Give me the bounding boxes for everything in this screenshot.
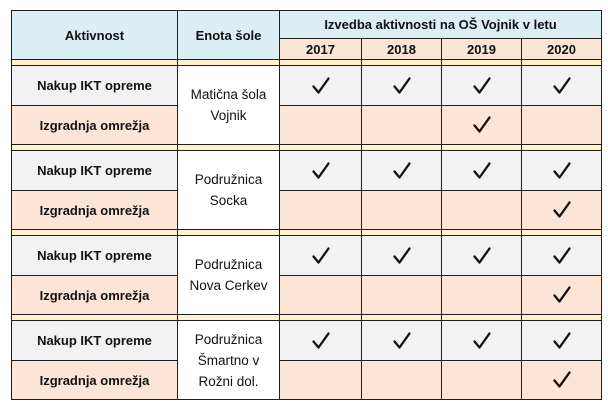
year-cell-2018 [362,321,442,361]
school-unit-line: Podružnica [194,331,263,347]
school-unit-line: Šmartno v [197,352,260,368]
year-cell-2017 [280,191,362,230]
year-cell-2019 [442,66,522,106]
school-unit-line: Nova Cerkev [189,278,268,293]
activity-cell: Izgradnja omrežja [12,276,178,315]
year-cell-2017 [280,276,362,315]
year-cell-2019 [442,191,522,230]
checkmark-icon [552,331,572,351]
checkmark-icon [392,331,412,351]
table-row [12,276,602,315]
year-cell-2018 [362,236,442,276]
header-unit: Enota šole [178,11,280,60]
year-cell-2020 [522,106,602,145]
year-cell-2020 [522,321,602,361]
checkmark-icon [392,161,412,181]
activity-cell: Izgradnja omrežja [12,106,178,145]
checkmark-icon [472,76,492,96]
year-cell-2018 [362,66,442,106]
year-cell-2020 [522,361,602,400]
school-unit-cell [178,236,280,315]
school-unit-line: Vojnik [210,108,247,123]
school-unit-line: Podružnica [194,257,263,272]
checkmark-icon [311,331,331,351]
table-row [12,321,602,361]
year-cell-2019 [442,106,522,145]
school-unit-line: Socka [209,193,248,208]
checkmark-icon [472,331,492,351]
table-row [12,106,602,145]
checkmark-icon [552,285,572,305]
table-row [12,66,602,106]
school-unit-line: Rožni dol. [198,373,259,389]
year-cell-2020 [522,191,602,230]
activity-cell: Nakup IKT opreme [12,66,178,106]
school-unit-cell [178,66,280,145]
table-row [12,151,602,191]
year-cell-2019 [442,236,522,276]
year-2020: 2020 [522,39,602,60]
activity-cell: Nakup IKT opreme [12,151,178,191]
school-unit-line: Matična šola [190,87,267,102]
checkmark-icon [552,76,572,96]
header-implementation: Izvedba aktivnosti na OŠ Vojnik v letu [280,11,602,39]
year-2018: 2018 [362,39,442,60]
year-cell-2019 [442,276,522,315]
school-unit-cell [178,321,280,400]
checkmark-icon [552,161,572,181]
year-2019: 2019 [442,39,522,60]
year-cell-2020 [522,151,602,191]
year-cell-2020 [522,236,602,276]
activity-cell: Izgradnja omrežja [12,191,178,230]
year-cell-2017 [280,66,362,106]
year-cell-2020 [522,276,602,315]
year-cell-2018 [362,106,442,145]
year-cell-2018 [362,151,442,191]
activity-cell: Nakup IKT opreme [12,321,178,361]
activity-cell: Nakup IKT opreme [12,236,178,276]
checkmark-icon [472,246,492,266]
table-row [12,361,602,400]
year-cell-2017 [280,321,362,361]
checkmark-icon [392,246,412,266]
year-cell-2017 [280,236,362,276]
school-unit-line: Podružnica [194,172,263,187]
checkmark-icon [311,161,331,181]
year-cell-2018 [362,191,442,230]
checkmark-icon [552,200,572,220]
year-cell-2019 [442,321,522,361]
year-cell-2019 [442,151,522,191]
year-2017: 2017 [280,39,362,60]
checkmark-icon [311,246,331,266]
checkmark-icon [472,115,492,135]
year-cell-2018 [362,276,442,315]
year-cell-2020 [522,66,602,106]
activity-cell: Izgradnja omrežja [12,361,178,400]
table-row [12,191,602,230]
year-cell-2017 [280,151,362,191]
checkmark-icon [392,76,412,96]
year-cell-2019 [442,361,522,400]
checkmark-icon [552,370,572,390]
checkmark-icon [311,76,331,96]
table-row [12,236,602,276]
checkmark-icon [552,246,572,266]
year-cell-2018 [362,361,442,400]
checkmark-icon [472,161,492,181]
school-unit-cell [178,151,280,230]
header-activity: Aktivnost [12,11,178,60]
year-cell-2017 [280,361,362,400]
year-cell-2017 [280,106,362,145]
activity-table [11,10,602,400]
